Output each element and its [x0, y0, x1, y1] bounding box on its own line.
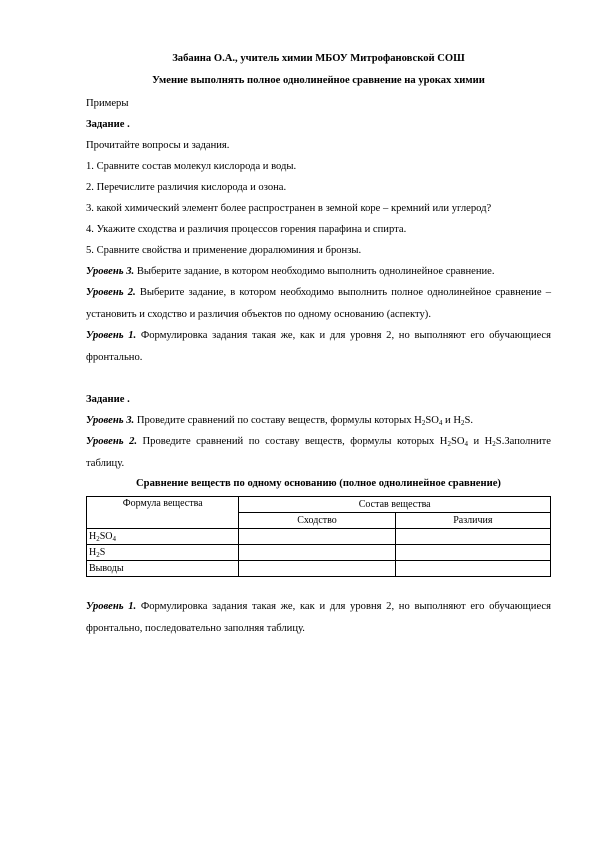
level1-label: Уровень 1. [86, 601, 137, 612]
conclusions-cell: Выводы [87, 561, 239, 577]
level1-text: Формулировка задания такая же, как и для уровня 2, но выполняют его обучающиеся фронтально, последовательно заполняя таблицу. [86, 601, 551, 634]
level1-paragraph-2 [86, 596, 551, 639]
difference-cell[interactable] [395, 529, 550, 545]
difference-cell[interactable] [395, 561, 550, 577]
level3-label: Уровень 3. [86, 415, 135, 426]
table-row [87, 545, 551, 561]
question-3: 3. какой химический элемент более распространен в земной коре – кремний или углерод? [86, 203, 492, 214]
formula-text: SO [450, 436, 465, 447]
subscript: 2 [96, 534, 100, 543]
level1-paragraph-1 [86, 325, 551, 368]
topic-title: Умение выполнять полное однолинейное сравнение на уроках химии [152, 75, 485, 86]
similarity-cell[interactable] [239, 529, 395, 545]
examples-label: Примеры [86, 98, 129, 109]
level2-label: Уровень 2. [86, 436, 138, 447]
subscript: 2 [96, 550, 100, 559]
table-title: Сравнение веществ по одному основанию (полное однолинейное сравнение) [136, 478, 501, 489]
formula-text: Проведите сравнений по составу веществ, формулы которых H [134, 415, 422, 426]
level2-paragraph-1 [86, 282, 551, 325]
table-row [87, 529, 551, 545]
subscript: 4 [438, 419, 443, 427]
formula-text: SO [425, 415, 439, 426]
document-page [86, 52, 551, 639]
similarity-cell[interactable] [239, 561, 395, 577]
subscript: 2 [447, 440, 451, 448]
level1-label: Уровень 1. [86, 330, 137, 341]
subscript: 2 [492, 440, 496, 448]
header-formula: Формула вещества [87, 497, 239, 529]
level3-paragraph-1 [86, 261, 551, 282]
task-title-2: Задание . [86, 394, 130, 405]
table-row [87, 561, 551, 577]
question-2: 2. Перечислите различия кислорода и озона. [86, 182, 287, 193]
difference-cell[interactable] [395, 545, 550, 561]
question-5: 5. Сравните свойства и применение дюралюминия и бронзы. [86, 245, 362, 256]
subscript: 2 [421, 419, 426, 427]
table-header-row [87, 497, 551, 513]
comparison-table [86, 496, 551, 577]
similarity-cell[interactable] [239, 545, 395, 561]
formula-text: S [99, 546, 106, 558]
level3-label: Уровень 3. [86, 266, 135, 277]
question-1: 1. Сравните состав молекул кислорода и воды. [86, 161, 297, 172]
header-similarity: Сходство [239, 513, 395, 529]
task-title-1: Задание . [86, 119, 130, 130]
subscript: 2 [460, 419, 465, 427]
row-formula-cell [87, 545, 239, 561]
formula-text: S. [464, 415, 474, 426]
formula-text: SO [99, 530, 113, 542]
level3-paragraph-2 [86, 410, 551, 431]
level3-text: Выберите задание, в котором необходимо выполнить однолинейное сравнение. [134, 266, 495, 277]
row-formula-cell [87, 529, 239, 545]
subscript: 4 [464, 440, 468, 448]
level1-text: Формулировка задания такая же, как и для уровня 2, но выполняют его обучающиеся фронтально. [86, 330, 551, 363]
formula-text: H [89, 546, 97, 558]
formula-text: Проведите сравнений по составу веществ, формулы которых H [137, 436, 448, 447]
question-4: 4. Укажите сходства и различия процессов горения парафина и спирта. [86, 224, 407, 235]
level2-text: Выберите задание, в котором необходимо выполнить полное однолинейное сравнение – установить и сходство и различия объектов по одному основанию (аспекту). [86, 287, 551, 320]
level2-paragraph-2 [86, 431, 551, 474]
header-difference: Различия [395, 513, 550, 529]
header-composition: Состав вещества [239, 497, 551, 513]
formula-text: H [89, 530, 97, 542]
level2-label: Уровень 2. [86, 287, 136, 298]
formula-text: S.Заполните таблицу. [86, 436, 551, 469]
formula-text: и H [467, 436, 493, 447]
formula-text: и H [442, 415, 461, 426]
subscript: 4 [112, 534, 117, 543]
intro-text: Прочитайте вопросы и задания. [86, 140, 230, 151]
author-line: Забаина О.А., учитель химии МБОУ Митрофановской СОШ [172, 53, 465, 64]
